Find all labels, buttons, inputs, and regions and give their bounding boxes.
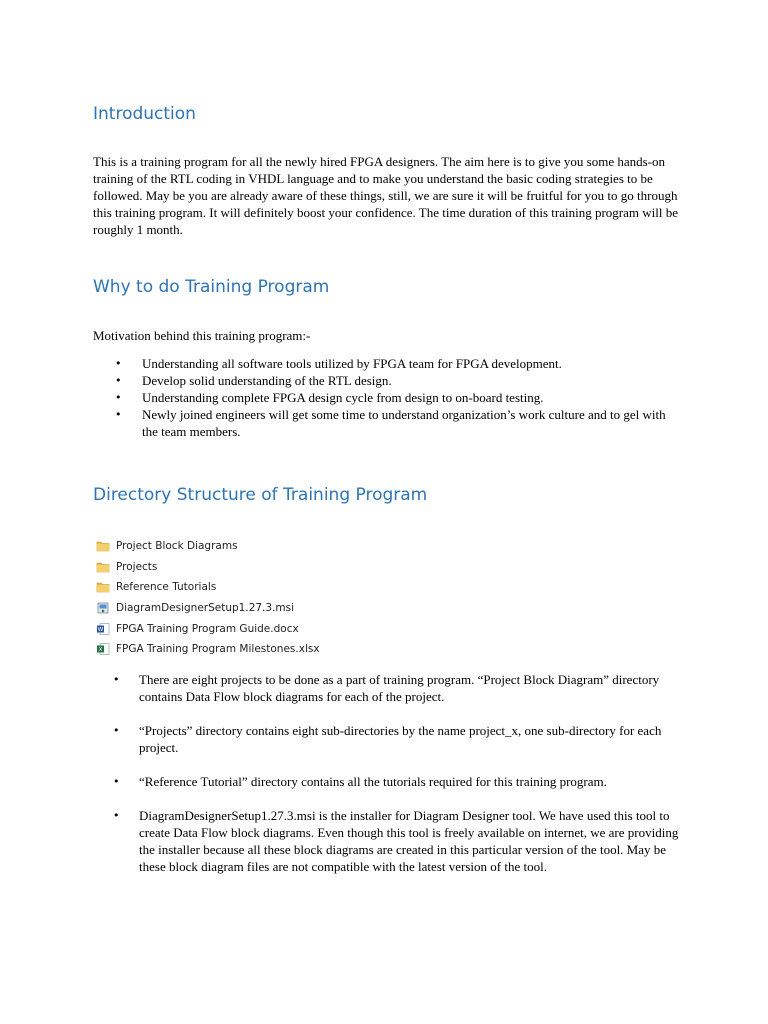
svg-text:W: W <box>97 626 104 633</box>
svg-text:X: X <box>98 647 103 654</box>
bullet-text: Understanding complete FPGA design cycle from design to on-board testing. <box>142 390 544 405</box>
word-document-icon <box>96 622 110 636</box>
bullet-icon: • <box>113 775 120 788</box>
why-training-heading: Why to do Training Program <box>93 277 330 297</box>
bullet-text: There are eight projects to be done as a part of training program. “Project Block Diagram” directory contains Data Flow block diagrams for each of the project. <box>139 672 660 704</box>
bullet-text: “Projects” directory contains eight sub-directories by the name project_x, one sub-directory for each project. <box>139 723 662 755</box>
bullet-text: Understanding all software tools utilized by FPGA team for FPGA development. <box>142 356 562 371</box>
list-item <box>93 807 693 875</box>
file-name: FPGA Training Program Guide.docx <box>116 622 299 635</box>
bullet-icon: • <box>113 673 120 686</box>
file-name: FPGA Training Program Milestones.xlsx <box>116 643 320 656</box>
file-name: Project Block Diagrams <box>116 540 238 553</box>
file-entry-excel-spreadsheet[interactable] <box>96 639 416 660</box>
file-entry-word-document[interactable] <box>96 618 416 639</box>
file-entry-project-block-diagrams[interactable] <box>96 536 416 557</box>
directory-notes-list <box>93 671 693 892</box>
list-item <box>93 355 693 372</box>
introduction-paragraph: This is a training program for all the newly hired FPGA designers. The aim here is to give you some hands-on training of the RTL coding in VHDL language and to make you understand the basic coding strategies to be followed. May be you are already aware of these things, still, we are sure it will be fruitful for you to go through this training program. It will definitely boost your confidence. The time duration of this training program will be roughly 1 month. <box>93 154 678 237</box>
bullet-icon: • <box>115 374 122 387</box>
motivation-text: Motivation behind this training program:- <box>93 328 311 343</box>
list-item <box>93 372 693 389</box>
file-entry-projects[interactable] <box>96 557 416 578</box>
motivation-bullet-list <box>93 355 693 440</box>
list-item <box>93 773 693 790</box>
file-entry-reference-tutorials[interactable] <box>96 577 416 598</box>
list-item <box>93 671 693 705</box>
bullet-icon: • <box>115 357 122 370</box>
bullet-text: DiagramDesignerSetup1.27.3.msi is the installer for Diagram Designer tool. We have used this tool to create Data Flow block diagrams. Even though this tool is freely available on internet, we are providing the installer because all these block diagrams are created in this particular version of the tool. May be these block diagram files are not compatible with the latest version of the tool. <box>139 808 679 874</box>
bullet-icon: • <box>115 391 122 404</box>
folder-icon <box>96 560 110 574</box>
file-entry-installer[interactable] <box>96 598 416 619</box>
file-name: Reference Tutorials <box>116 581 217 594</box>
file-explorer-listing <box>96 536 416 660</box>
list-item <box>93 722 693 756</box>
file-name: DiagramDesignerSetup1.27.3.msi <box>116 602 295 615</box>
excel-spreadsheet-icon <box>96 642 110 656</box>
bullet-icon: • <box>115 408 122 421</box>
bullet-text: Develop solid understanding of the RTL design. <box>142 373 392 388</box>
list-item <box>93 406 693 440</box>
introduction-heading: Introduction <box>93 104 196 124</box>
bullet-text: “Reference Tutorial” directory contains all the tutorials required for this training program. <box>139 774 607 789</box>
bullet-icon: • <box>113 809 120 822</box>
directory-structure-heading: Directory Structure of Training Program <box>93 485 428 505</box>
folder-icon <box>96 539 110 553</box>
list-item <box>93 389 693 406</box>
bullet-text: Newly joined engineers will get some time to understand organization’s work culture and to gel with the team members. <box>142 407 666 439</box>
file-name: Projects <box>116 560 158 573</box>
installer-icon <box>96 601 110 615</box>
bullet-icon: • <box>113 724 120 737</box>
folder-icon <box>96 580 110 594</box>
